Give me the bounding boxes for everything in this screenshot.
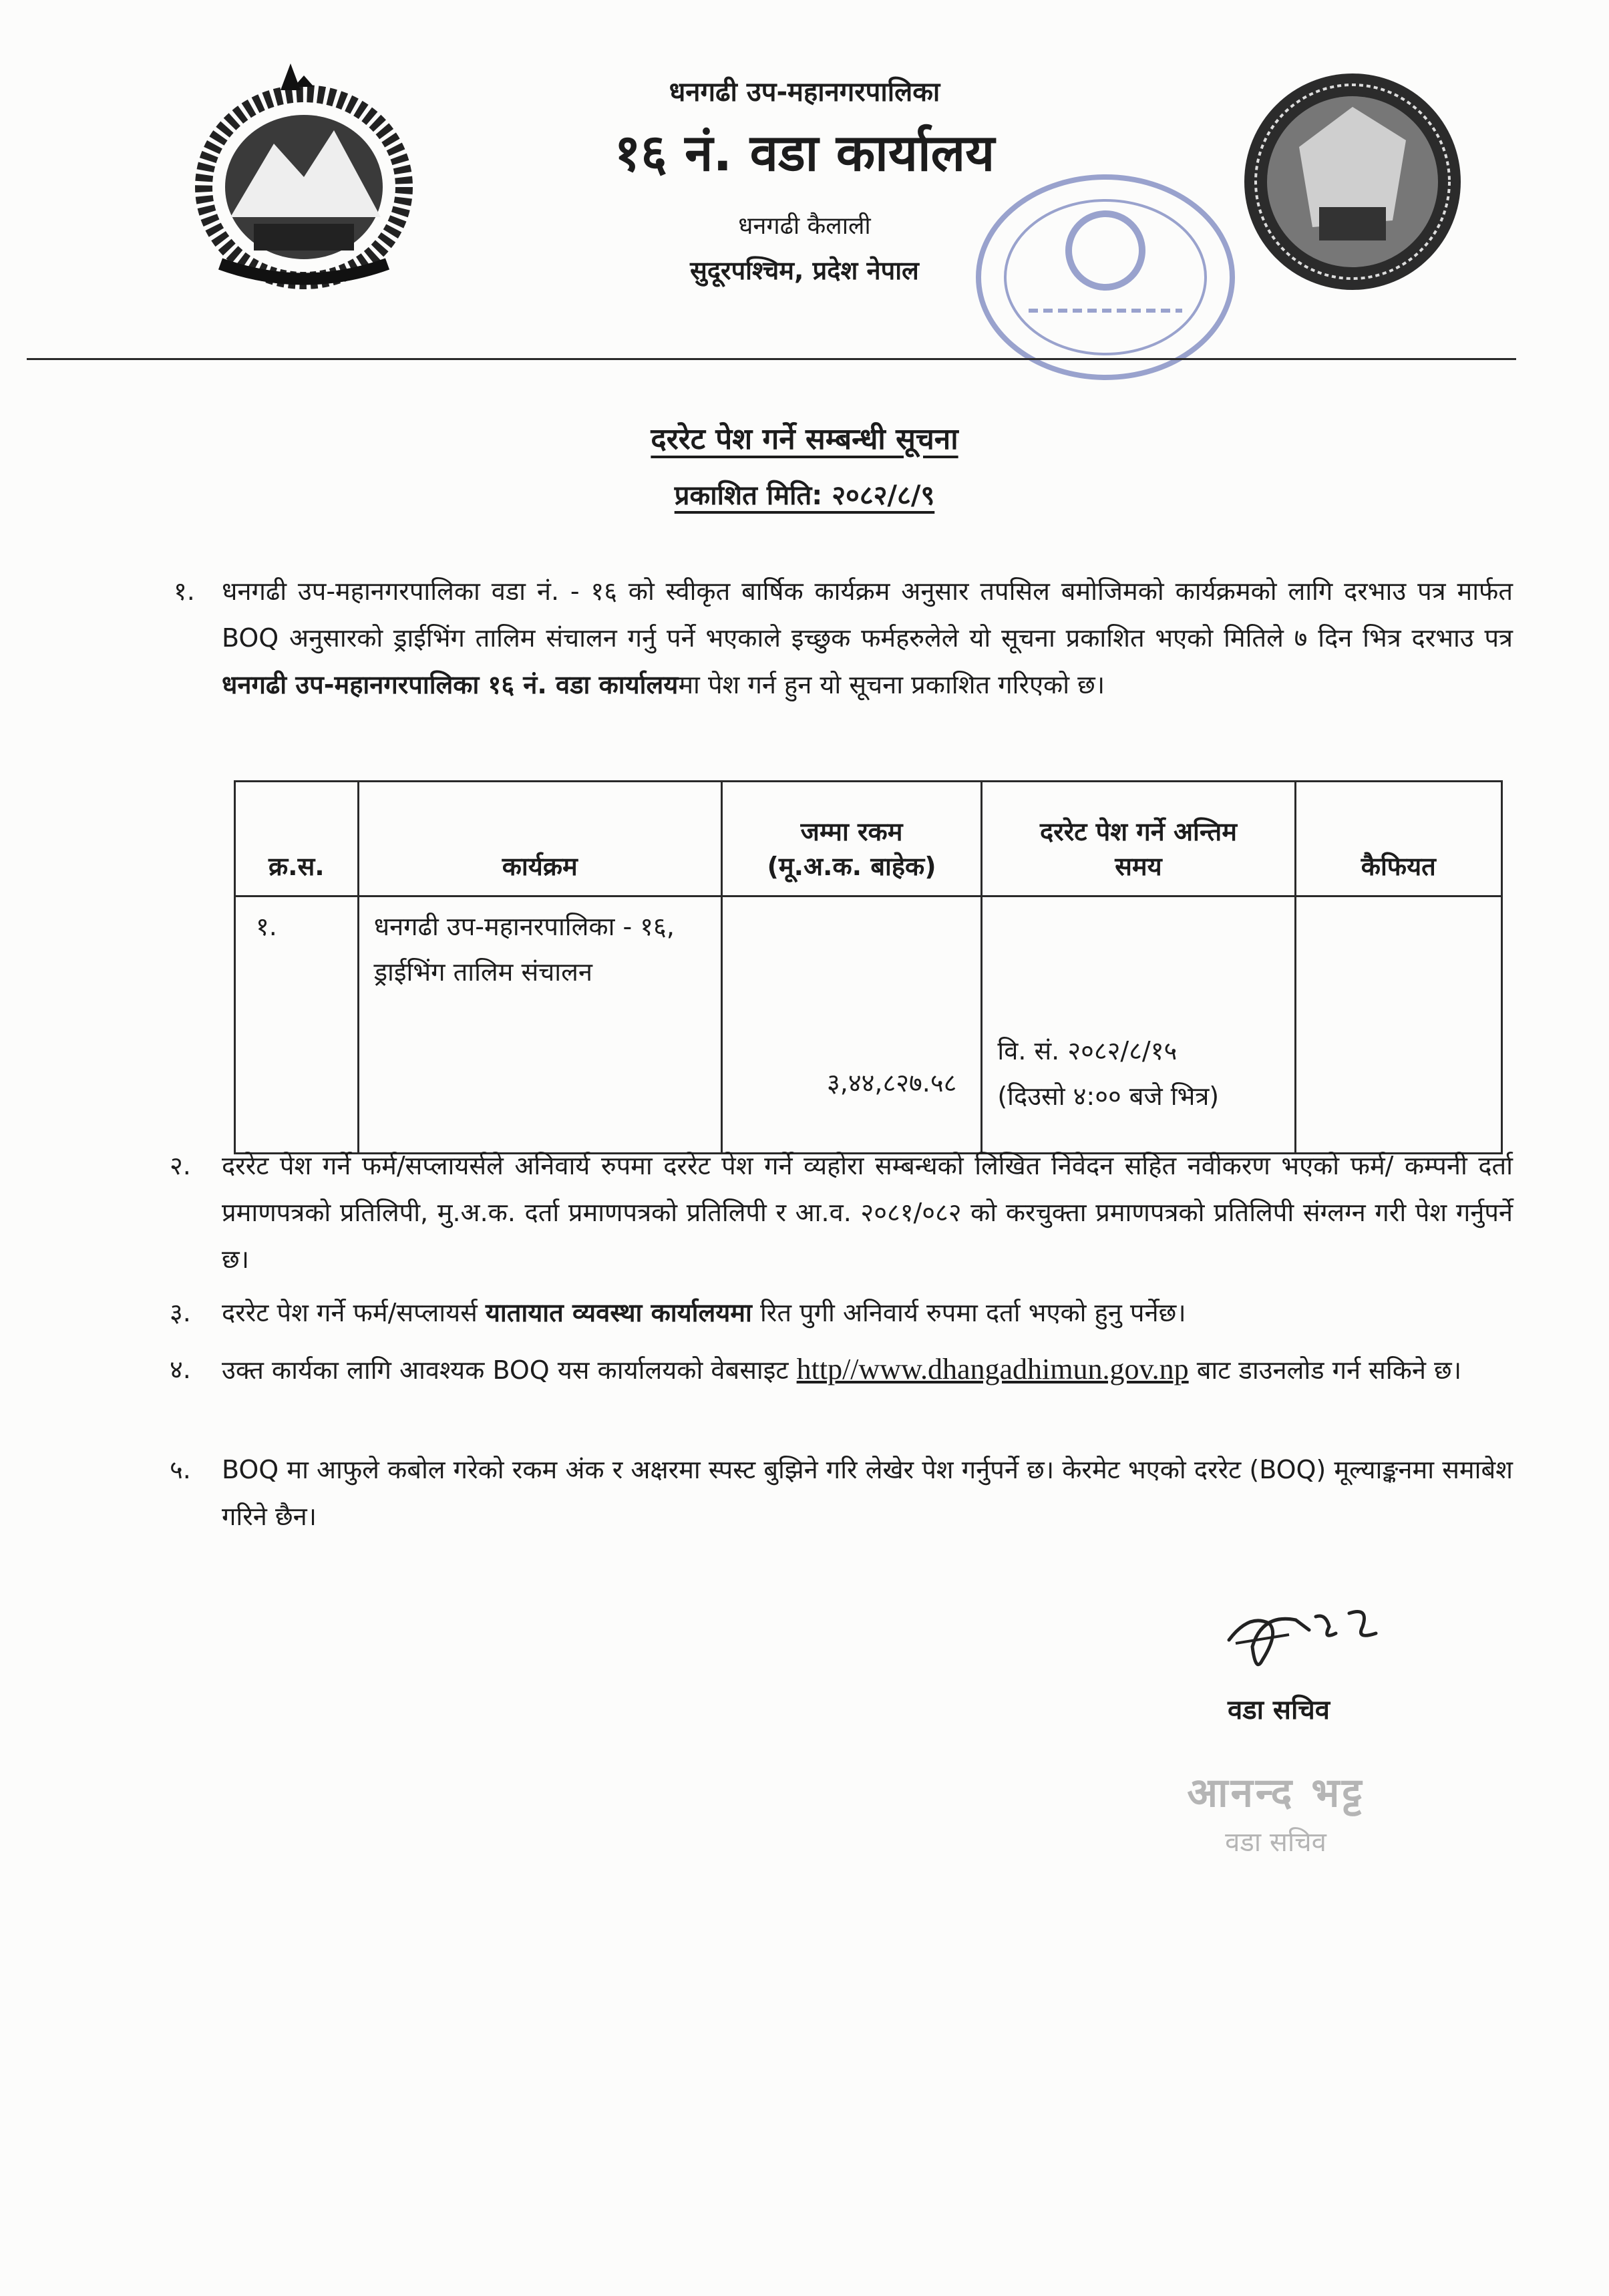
notice-date-text: प्रकाशित मिति: २०८२/८/९	[674, 480, 935, 511]
stamp-name: आनन्द भट्ट	[1187, 1770, 1365, 1816]
table-row	[235, 896, 1502, 1154]
paragraph-text: BOQ मा आफुले कबोल गरेको रकम अंक र अक्षरमा स्पस्ट बुझिने गरि लेखेर पेश गर्नुपर्ने छ। केरमेट भएको दररेट (BOQ) मूल्याङ्कनमा समाबेश गरिने छैन।	[222, 1455, 1513, 1531]
paragraph-1	[174, 568, 1513, 708]
name-stamp	[1155, 1764, 1396, 1859]
header-deadline-line: दररेट पेश गर्ने अन्तिम	[1039, 817, 1237, 846]
header-sn: क्र.स.	[235, 782, 359, 896]
cell-program: धनगढी उप-महानरपालिका - १६, ड्राईभिंग तालिम संचालन	[358, 896, 721, 1154]
header-program: कार्यक्रम	[358, 782, 721, 896]
office-province: सुदूरपश्चिम, प्रदेश नेपाल	[690, 256, 919, 285]
header-divider	[27, 358, 1516, 360]
paragraph-number: २.	[170, 1151, 191, 1180]
signatory-title: वडा सचिव	[1228, 1695, 1330, 1726]
paragraph-bold-part: धनगढी उप-महानगरपालिका १६ नं. वडा कार्यालय	[222, 670, 679, 699]
notice-title	[0, 418, 1609, 458]
notice-date	[0, 476, 1609, 512]
header-amount	[721, 782, 982, 896]
municipality-name: धनगढी उप-महानगरपालिका	[669, 77, 940, 108]
paragraph-number: ३.	[170, 1298, 191, 1327]
notice-title-text: दररेट पेश गर्ने सम्बन्धी सूचना	[651, 422, 958, 456]
cell-remarks	[1295, 896, 1501, 1154]
office-name: १६ नं. वडा कार्यालय	[614, 123, 995, 182]
paragraph-5	[170, 1446, 1513, 1540]
signature-icon	[1222, 1593, 1396, 1680]
paragraph-bold-part: यातायात व्यवस्था कार्यालयमा	[485, 1298, 752, 1327]
cell-deadline-line: वि. सं. २०८२/८/१५	[997, 1036, 1178, 1065]
paragraph-text-part: दररेट पेश गर्ने फर्म/सप्लायर्स	[222, 1298, 486, 1327]
office-location: धनगढी कैलाली	[738, 212, 871, 240]
program-table	[234, 780, 1503, 1154]
header-deadline-line: समय	[1115, 852, 1162, 881]
paragraph-text-part: रित पुगी अनिवार्य रुपमा दर्ता भएको हुनु पर्नेछ।	[751, 1298, 1186, 1327]
website-link[interactable]: http//www.dhangadhimun.gov.np	[796, 1353, 1189, 1385]
cell-amount: ३,४४,८२७.५८	[721, 896, 982, 1154]
header-deadline	[982, 782, 1295, 896]
paragraph-text: दररेट पेश गर्ने फर्म/सप्लायर्सले अनिवार्य रुपमा दररेट पेश गर्ने व्यहोरा सम्बन्धको लिखित निवेदन सहित नवीकरण भएको फर्म/ कम्पनी दर्ता प्रमाणपत्रको प्रतिलिपी, मु.अ.क. दर्ता प्रमाणपत्रको प्रतिलिपी र आ.व. २०८१/०८२ को करचुक्ता प्रमाणपत्रको प्रतिलिपी संग्लग्न गरी पेश गर्नुपर्ने छ।	[222, 1151, 1513, 1274]
paragraph-2	[170, 1142, 1513, 1283]
table-header-row	[235, 782, 1502, 896]
paragraph-number: ४.	[170, 1355, 191, 1384]
header-amount-line: जम्मा रकम	[800, 817, 903, 846]
paragraph-number: ५.	[170, 1455, 191, 1484]
paragraph-text-part: मा पेश गर्न हुन यो सूचना प्रकाशित गरिएको छ।	[678, 670, 1105, 699]
cell-sn: १.	[235, 896, 359, 1154]
paragraph-3	[170, 1289, 1513, 1336]
header-remarks: कैफियत	[1295, 782, 1501, 896]
cell-deadline	[982, 896, 1295, 1154]
paragraph-4	[170, 1346, 1513, 1393]
paragraph-text	[222, 1289, 1513, 1336]
header-amount-line: (मू.अ.क. बाहेक)	[767, 852, 936, 881]
paragraph-number: १.	[174, 577, 195, 606]
paragraph-text-part: उक्त कार्यका लागि आवश्यक BOQ यस कार्यालयको वेबसाइट	[222, 1355, 797, 1385]
paragraph-text	[222, 1346, 1513, 1393]
stamp-title: वडा सचिव	[1225, 1827, 1326, 1858]
cell-deadline-line: (दिउसो ४:०० बजे भित्र)	[997, 1082, 1220, 1111]
paragraph-text-part: धनगढी उप-महानगरपालिका वडा नं. - १६ को स्वीकृत बार्षिक कार्यक्रम अनुसार तपसिल बमोजिमको कार्यक्रमको लागि दरभाउ पत्र मार्फत BOQ अनुसारको ड्राईभिंग तालिम संचालन गर्नु पर्ने भएकाले इच्छुक फर्महरुलेले यो सूचना प्रकाशित भएको मितिले ७ दिन भित्र दरभाउ पत्र	[222, 577, 1513, 653]
paragraph-text	[222, 568, 1513, 708]
paragraph-text-part: बाट डाउनलोड गर्न सकिने छ।	[1188, 1355, 1462, 1385]
